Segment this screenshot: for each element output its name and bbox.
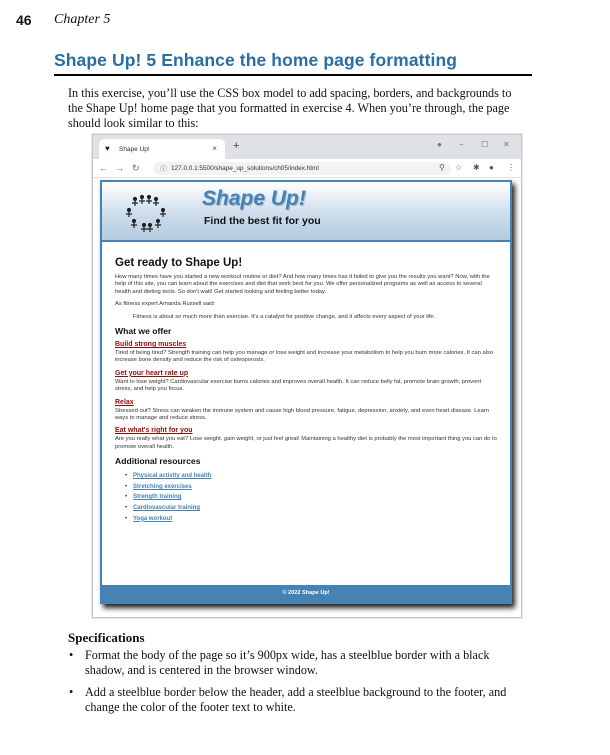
- blockquote: Fitness is about so much more than exercise. It's a catalyst for positive change, and it affects every aspect of your life.: [133, 313, 436, 320]
- specifications-heading: Specifications: [68, 630, 145, 645]
- resource-link[interactable]: Cardiovascular training: [133, 505, 201, 512]
- resources-heading: Additional resources: [115, 456, 201, 467]
- heart-icon: ♥: [105, 144, 110, 153]
- site-header: [102, 182, 510, 242]
- browser-screenshot: [92, 134, 522, 618]
- reload-icon[interactable]: ↻: [132, 163, 140, 173]
- url-field[interactable]: [153, 162, 451, 175]
- list-item: • Cardiovascular training: [125, 505, 201, 512]
- intro-paragraph: In this exercise, you’ll use the CSS box model to add spacing, borders, and backgrounds to the Shape Up! home page that you formatted in exercise 4. When you’re through, the page should look similar to this:: [68, 86, 512, 130]
- new-tab-button[interactable]: +: [233, 140, 240, 152]
- browser-tab[interactable]: [99, 139, 225, 159]
- offer-link-heart[interactable]: Get your heart rate up: [115, 369, 189, 377]
- offer-heading: What we offer: [115, 326, 172, 337]
- expert-line: As fitness expert Amanda Russell said:: [115, 301, 216, 308]
- intro-text: How many times have you started a new workout routine or diet? And how many times has it failed to give you the results you want? Now, with the help of this site, you can learn about the exercises and diet that work best for you. We offer personalized programs as well as access to several health and dieting tools. So don't wait! Get started looking and feeling better today.: [115, 274, 490, 295]
- offer-text: Are you really what you eat? Lose weight, gain weight, or just feel great! Maintaining a healthy diet is probably the most important thing you can do to promote overall health.: [115, 436, 497, 450]
- url-text[interactable]: 127.0.0.1:5500/shape_up_solutions/ch05/index.html: [171, 165, 319, 172]
- profile-icon[interactable]: ●: [489, 163, 494, 172]
- zoom-icon[interactable]: ⚲: [439, 163, 445, 172]
- resource-link[interactable]: Strength training: [133, 494, 182, 501]
- site-tagline: Find the best fit for you: [204, 215, 321, 227]
- page-number: 46: [16, 12, 32, 28]
- list-item: • Yoga workout: [125, 515, 173, 522]
- offer-text: Stressed out? Stress can weaken the immune system and cause high blood pressure, fatigue, depression, anxiety, and even heart disease. Learn ways to manage and reduce stress.: [115, 407, 490, 422]
- list-item: • Stretching exercises: [125, 483, 192, 490]
- spec-text: Format the body of the page so it’s 900px wide, has a steelblue border with a black shadow, and is centered in the browser window.: [85, 648, 490, 678]
- title-rule: [54, 74, 532, 76]
- site-footer: © 2022 Shape Up!: [102, 585, 510, 602]
- star-icon[interactable]: ☆: [455, 163, 463, 172]
- resource-link[interactable]: Stretching exercises: [133, 483, 192, 490]
- maximize-icon[interactable]: ☐: [481, 140, 489, 149]
- minimize-icon[interactable]: −: [459, 140, 464, 149]
- site-title: Shape Up!: [202, 187, 306, 210]
- browser-viewport: [93, 178, 521, 617]
- main-heading: Get ready to Shape Up!: [115, 257, 243, 269]
- offer-text: Tired of being tired? Strength training can help you manage or lose weight and increase your metabolism to help you burn more calories. It can also increase bone density and reduce the risk of osteoporosis.: [115, 350, 494, 364]
- list-item: • Format the body of the page so it’s 900px wide, has a steelblue border with a black shadow, and is centered in the browser window.: [69, 648, 490, 678]
- list-item: • Physical activity and health: [125, 473, 212, 480]
- tab-title: Shape Up!: [119, 146, 150, 153]
- close-icon[interactable]: ×: [212, 144, 217, 153]
- list-item: • Add a steelblue border below the header, add a steelblue background to the footer, and change the color of the footer text to white.: [69, 684, 507, 715]
- resource-link[interactable]: Physical activity and health: [133, 473, 212, 480]
- record-icon[interactable]: ●: [437, 140, 442, 149]
- list-item: • Strength training: [125, 494, 182, 501]
- window-close-icon[interactable]: ✕: [503, 140, 510, 149]
- menu-dots-icon[interactable]: ⋮: [507, 163, 515, 172]
- address-bar-row: [93, 159, 521, 178]
- offer-link-muscles[interactable]: Build strong muscles: [115, 341, 187, 349]
- offer-link-relax[interactable]: Relax: [115, 398, 134, 406]
- logo-icon: [120, 192, 170, 234]
- spec-text: Add a steelblue border below the header, add a steelblue background to the footer, and change the color of the footer text to white.: [85, 684, 507, 715]
- browser-tab-bar: [93, 135, 521, 159]
- forward-arrow-icon[interactable]: →: [115, 163, 124, 173]
- offer-text: Want to lose weight? Cardiovascular exercise burns calories and improves overall health. It can reduce belly fat, promote brain growth, prevent stress, and help you focus.: [115, 378, 482, 393]
- specifications-list: [68, 648, 508, 722]
- site-body: [100, 180, 512, 604]
- extensions-icon[interactable]: ✱: [473, 163, 480, 172]
- offer-link-eat[interactable]: Eat what's right for you: [115, 427, 193, 435]
- site-main: [115, 257, 499, 524]
- resource-link[interactable]: Yoga workout: [133, 515, 173, 522]
- exercise-title: Shape Up! 5 Enhance the home page formatting: [54, 50, 458, 70]
- resources-list: [125, 471, 499, 524]
- chapter-label: Chapter 5: [54, 12, 111, 27]
- info-icon[interactable]: ⓘ: [160, 166, 167, 173]
- back-arrow-icon[interactable]: ←: [99, 163, 108, 173]
